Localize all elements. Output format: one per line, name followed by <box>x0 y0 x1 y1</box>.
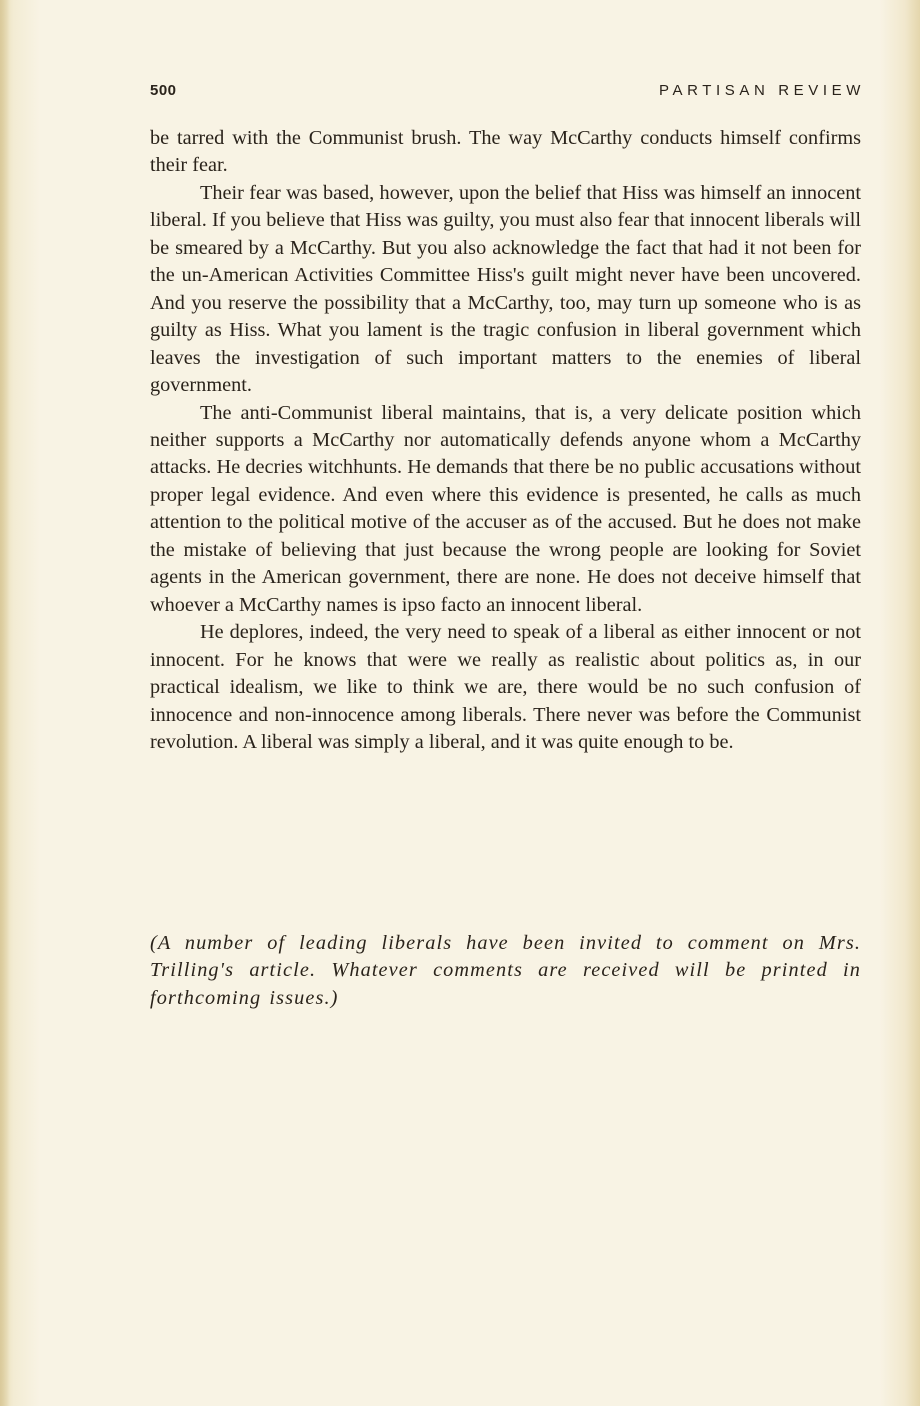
paragraph-continuation: be tarred with the Communist brush. The way McCarthy conducts himself confirms their fear. <box>150 127 861 177</box>
paragraph: The anti-Communist liberal maintains, that is, a very delicate position which neither supports a McCarthy nor automatically defends anyone whom a McCarthy attacks. He decries witchhunts. He demands that there be no public accusations without proper legal evidence. And even where this evidence is presented, he calls as much attention to the political motive of the accuser as of the accused. But he does not make the mistake of believing that just because the wrong people are looking for Soviet agents in the American government, there are none. He does not deceive himself that whoever a McCarthy names is ipso facto an innocent liberal. <box>150 401 861 616</box>
paragraph: Their fear was based, however, upon the belief that Hiss was himself an innocent liberal. If you believe that Hiss was guilty, you must also fear that innocent liberals will be smeared by a McCarthy. But you also acknowledge the fact that had it not been for the un-American Activities Committee Hiss's guilt might never have been uncovered. And you reserve the possibility that a McCarthy, too, may turn up someone who is as guilty as Hiss. What you lament is the tragic confusion in liberal government which leaves the investigation of such important matters to the enemies of liberal government. <box>150 181 861 397</box>
running-head: PARTISAN REVIEW <box>659 82 865 99</box>
binding-shadow <box>0 0 10 1406</box>
body-text <box>150 125 861 756</box>
editorial-note: (A number of leading liberals have been invited to comment on Mrs. Trilling's article. Whatever comments are received will be printed in forthcoming issues.) <box>150 932 861 1009</box>
paragraph: He deplores, indeed, the very need to speak of a liberal as either innocent or not innocent. For he knows that were we really as realistic about politics as, in our practical idealism, we like to think we are, there would be no such confusion of innocence and non-innocence among liberals. There never was before the Communist revolution. A liberal was simply a liberal, and it was quite enough to be. <box>150 621 861 753</box>
page-header <box>150 82 865 106</box>
page-number: 500 <box>150 82 177 99</box>
